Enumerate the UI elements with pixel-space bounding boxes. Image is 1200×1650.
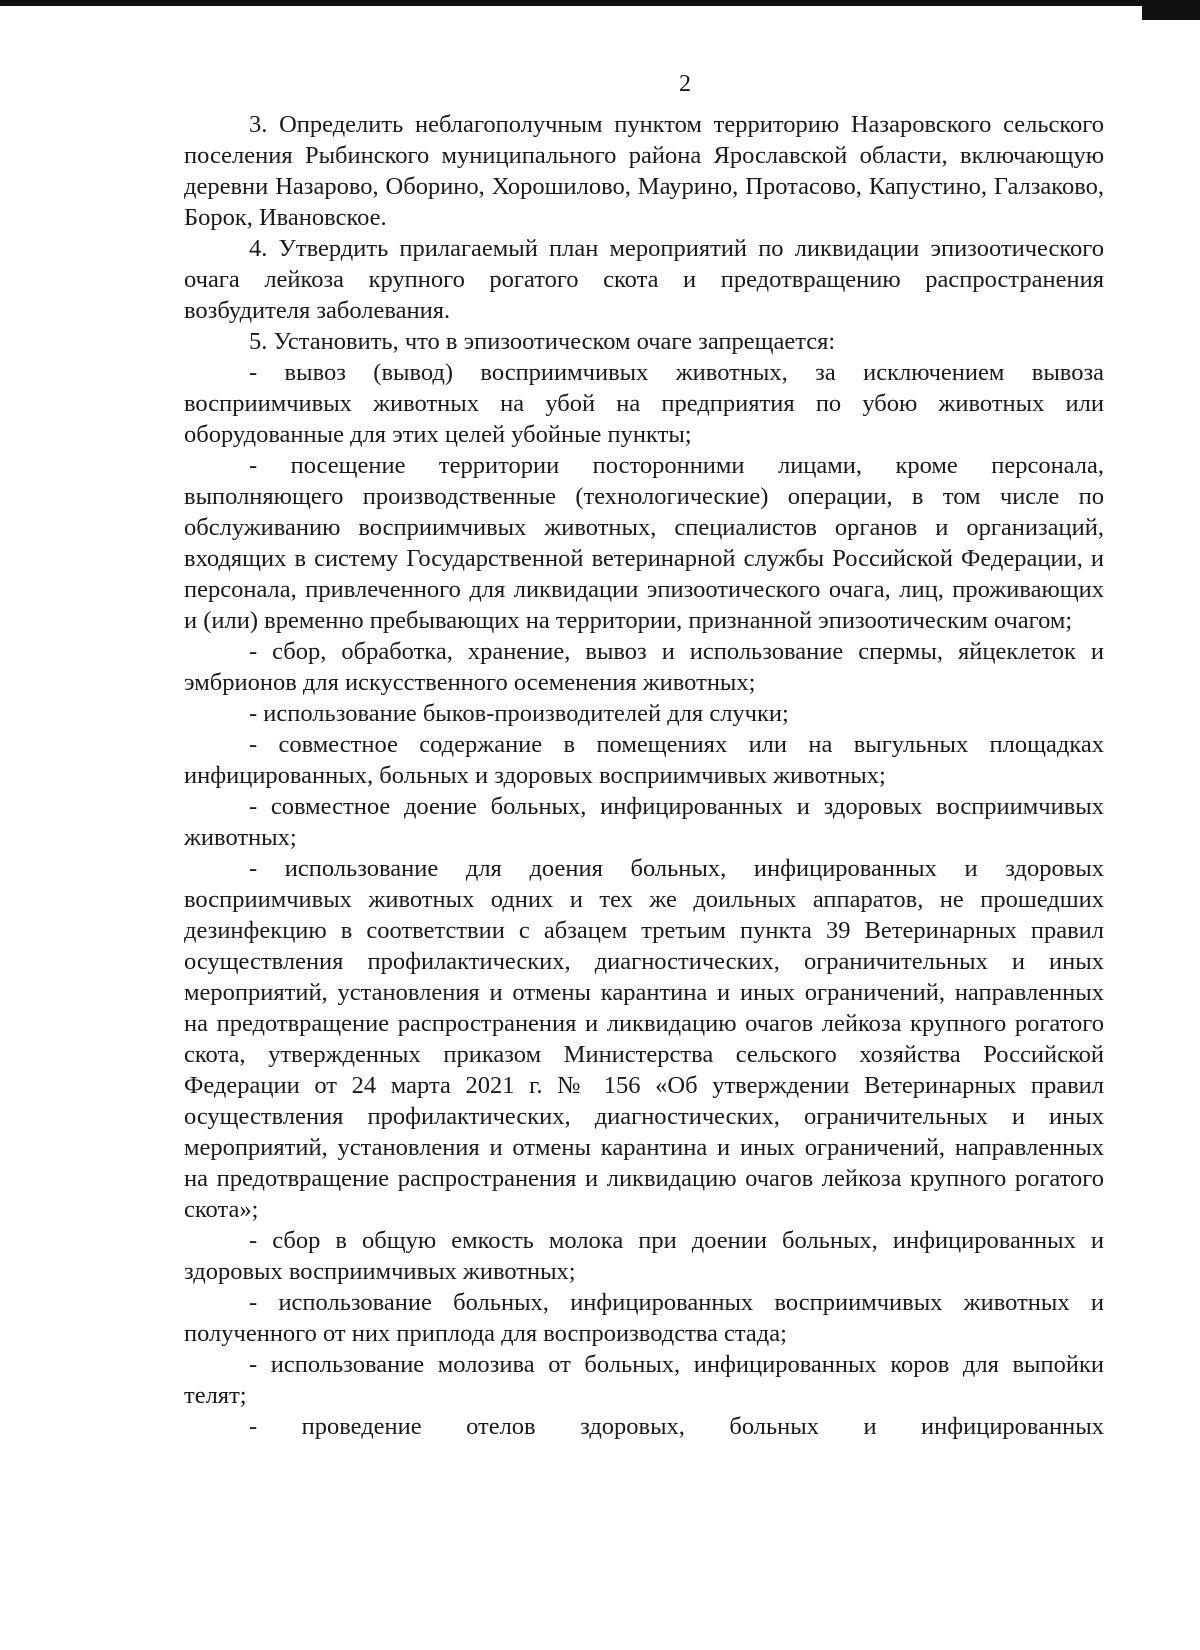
paragraph-item-4: 4. Утвердить прилагаемый план мероприятий по ликвидации эпизоотического очага лейкоза крупного рогатого скота и предотвращению распространения возбудителя заболевания. bbox=[184, 235, 1104, 324]
scan-top-edge bbox=[0, 0, 1200, 6]
paragraph-item-3: 3. Определить неблагополучным пунктом территорию Назаровского сельского поселения Рыбинского муниципального района Ярославской области, включающую деревни Назарово, Оборино, Хорошилово, Маурино, Протасово, Капустино, Галзаково, Борок, Ивановское. bbox=[184, 111, 1104, 231]
prohibition-bull-mating: - использование быков-производителей для случки; bbox=[249, 700, 789, 727]
prohibition-visiting-territory: - посещение территории посторонними лицами, кроме персонала, выполняющего производственные (технологические) операции, в том числе по обслуживанию восприимчивых животных, специалистов органов и организаций, входящих в систему Государственной ветеринарной службы Российской Федерации, и персонала, привлеченного для ликвидации эпизоотического очага, лиц, проживающих и (или) временно пребывающих на территории, признанной эпизоотическим очагом; bbox=[184, 452, 1104, 634]
page-number: 2 bbox=[679, 71, 691, 97]
prohibition-semen-collection: - сбор, обработка, хранение, вывоз и использование спермы, яйцеклеток и эмбрионов для искусственного осеменения животных; bbox=[184, 638, 1104, 696]
scan-corner-mark bbox=[1142, 0, 1200, 20]
paragraph-item-5: 5. Установить, что в эпизоотическом очаге запрещается: bbox=[249, 328, 836, 355]
prohibition-calving: - проведение отелов здоровых, больных и инфицированных bbox=[249, 1413, 1104, 1440]
prohibition-common-milk-container: - сбор в общую емкость молока при доении больных, инфицированных и здоровых восприимчивых животных; bbox=[184, 1227, 1104, 1285]
prohibition-shared-milking-machines: - использование для доения больных, инфицированных и здоровых восприимчивых животных одних и тех же доильных аппаратов, не прошедших дезинфекцию в соответствии с абзацем третьим пункта 39 Ветеринарных правил осуществления профилактических, диагностических, ограничительных и иных мероприятий, установления и отмены карантина и иных ограничений, направленных на предотвращение распространения и ликвидацию очагов лейкоза крупного рогатого скота, утвержденных приказом Министерства сельского хозяйства Российской Федерации от 24 марта 2021 г. № 156 «Об утверждении Ветеринарных правил осуществления профилактических, диагностических, ограничительных и иных мероприятий, установления и отмены карантина и иных ограничений, направленных на предотвращение распространения и ликвидацию очагов лейкоза крупного рогатого скота»; bbox=[184, 855, 1104, 1223]
prohibition-joint-housing: - совместное содержание в помещениях или на выгульных площадках инфицированных, больных и здоровых восприимчивых животных; bbox=[184, 731, 1104, 789]
document-body bbox=[184, 109, 1104, 1442]
prohibition-removal-of-animals: - вывоз (вывод) восприимчивых животных, за исключением вывоза восприимчивых животных на убой на предприятия по убою животных или оборудованные для этих целей убойные пункты; bbox=[184, 359, 1104, 448]
prohibition-joint-milking: - совместное доение больных, инфицированных и здоровых восприимчивых животных; bbox=[184, 793, 1104, 851]
prohibition-breeding-use: - использование больных, инфицированных восприимчивых животных и полученного от них приплода для воспроизводства стада; bbox=[184, 1289, 1104, 1347]
prohibition-colostrum-feeding: - использование молозива от больных, инфицированных коров для выпойки телят; bbox=[184, 1351, 1104, 1409]
